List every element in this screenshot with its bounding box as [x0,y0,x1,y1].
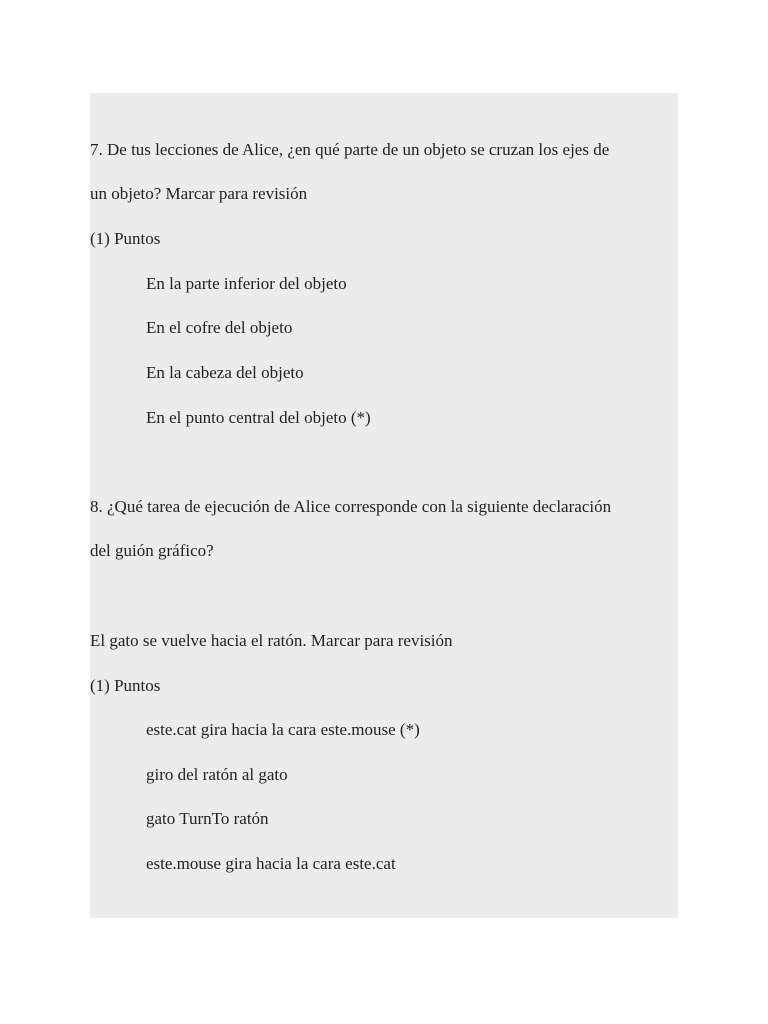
question-7-option-1[interactable]: En la parte inferior del objeto [146,274,347,293]
question-7-text-line-1: 7. De tus lecciones de Alice, ¿en qué parte de un objeto se cruzan los ejes de [90,140,610,159]
question-8-option-2[interactable]: giro del ratón al gato [146,765,288,784]
document-page [90,93,678,918]
question-7-text-line-2: un objeto? Marcar para revisión [90,184,308,203]
question-8-statement: El gato se vuelve hacia el ratón. Marcar para revisión [90,631,453,650]
question-7-points: (1) Puntos [90,229,161,248]
question-7-option-2[interactable]: En el cofre del objeto [146,318,293,337]
question-8-option-3[interactable]: gato TurnTo ratón [146,809,269,828]
question-7-option-3[interactable]: En la cabeza del objeto [146,363,304,382]
question-8-text-line-2: del guión gráfico? [90,541,214,560]
question-8-option-4[interactable]: este.mouse gira hacia la cara este.cat [146,854,396,873]
question-7-option-4[interactable]: En el punto central del objeto (*) [146,408,371,427]
question-8-text-line-1: 8. ¿Qué tarea de ejecución de Alice corresponde con la siguiente declaración [90,497,612,516]
question-8-option-1[interactable]: este.cat gira hacia la cara este.mouse (*) [146,720,420,739]
question-8-points: (1) Puntos [90,676,161,695]
